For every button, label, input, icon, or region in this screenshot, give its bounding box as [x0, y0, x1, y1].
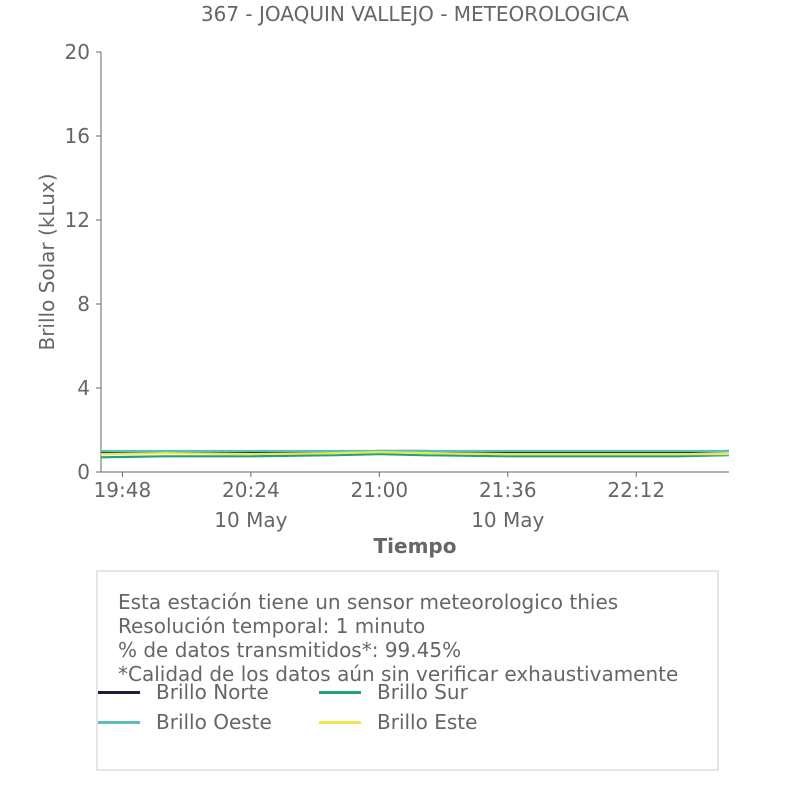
legend-label: Brillo Este — [377, 710, 478, 734]
x-tick-label: 22:12 — [607, 478, 666, 502]
info-transmitted: % de datos transmitidos*: 99.45% — [118, 638, 462, 662]
legend-label: Brillo Norte — [156, 680, 269, 704]
legend-swatch-este — [319, 721, 361, 724]
info-station: Esta estación tiene un sensor meteorologico thies — [118, 590, 619, 614]
info-box — [96, 570, 719, 771]
legend-item-brillo-oeste — [98, 710, 272, 734]
legend-item-brillo-este — [319, 710, 477, 734]
legend-swatch-oeste — [98, 721, 140, 724]
x-tick-label: 20:24 — [222, 478, 280, 502]
legend-item-brillo-sur — [319, 680, 468, 704]
chart-title: 367 - JOAQUIN VALLEJO - METEOROLOGICA — [200, 2, 630, 26]
x-tick-label: 21:00 — [350, 478, 409, 502]
legend-item-brillo-norte — [98, 680, 269, 704]
x-tick-date-label: 10 May — [471, 508, 545, 532]
legend-label: Brillo Oeste — [156, 710, 272, 734]
x-axis-label: Tiempo — [373, 534, 457, 558]
y-tick-label: 0 — [77, 460, 90, 484]
y-tick-label: 8 — [77, 292, 90, 316]
y-ticks — [65, 40, 101, 484]
x-ticks — [94, 472, 665, 532]
legend-swatch-norte — [98, 691, 140, 694]
series-layer — [101, 451, 729, 457]
y-tick-label: 4 — [77, 376, 90, 400]
y-tick-label: 16 — [64, 124, 90, 148]
legend-swatch-sur — [319, 691, 361, 694]
x-tick-label: 21:36 — [478, 478, 537, 502]
x-tick-date-label: 10 May — [214, 508, 288, 532]
y-tick-label: 12 — [64, 208, 90, 232]
plot-area — [65, 40, 729, 532]
y-tick-label: 20 — [64, 40, 90, 64]
x-tick-label: 19:48 — [93, 478, 152, 502]
info-resolution: Resolución temporal: 1 minuto — [118, 614, 426, 638]
info-quality-note: *Calidad de los datos aún sin verificar exhaustivamente — [118, 662, 679, 686]
y-axis-label: Brillo Solar (kLux) — [35, 173, 59, 351]
legend-label: Brillo Sur — [377, 680, 468, 704]
